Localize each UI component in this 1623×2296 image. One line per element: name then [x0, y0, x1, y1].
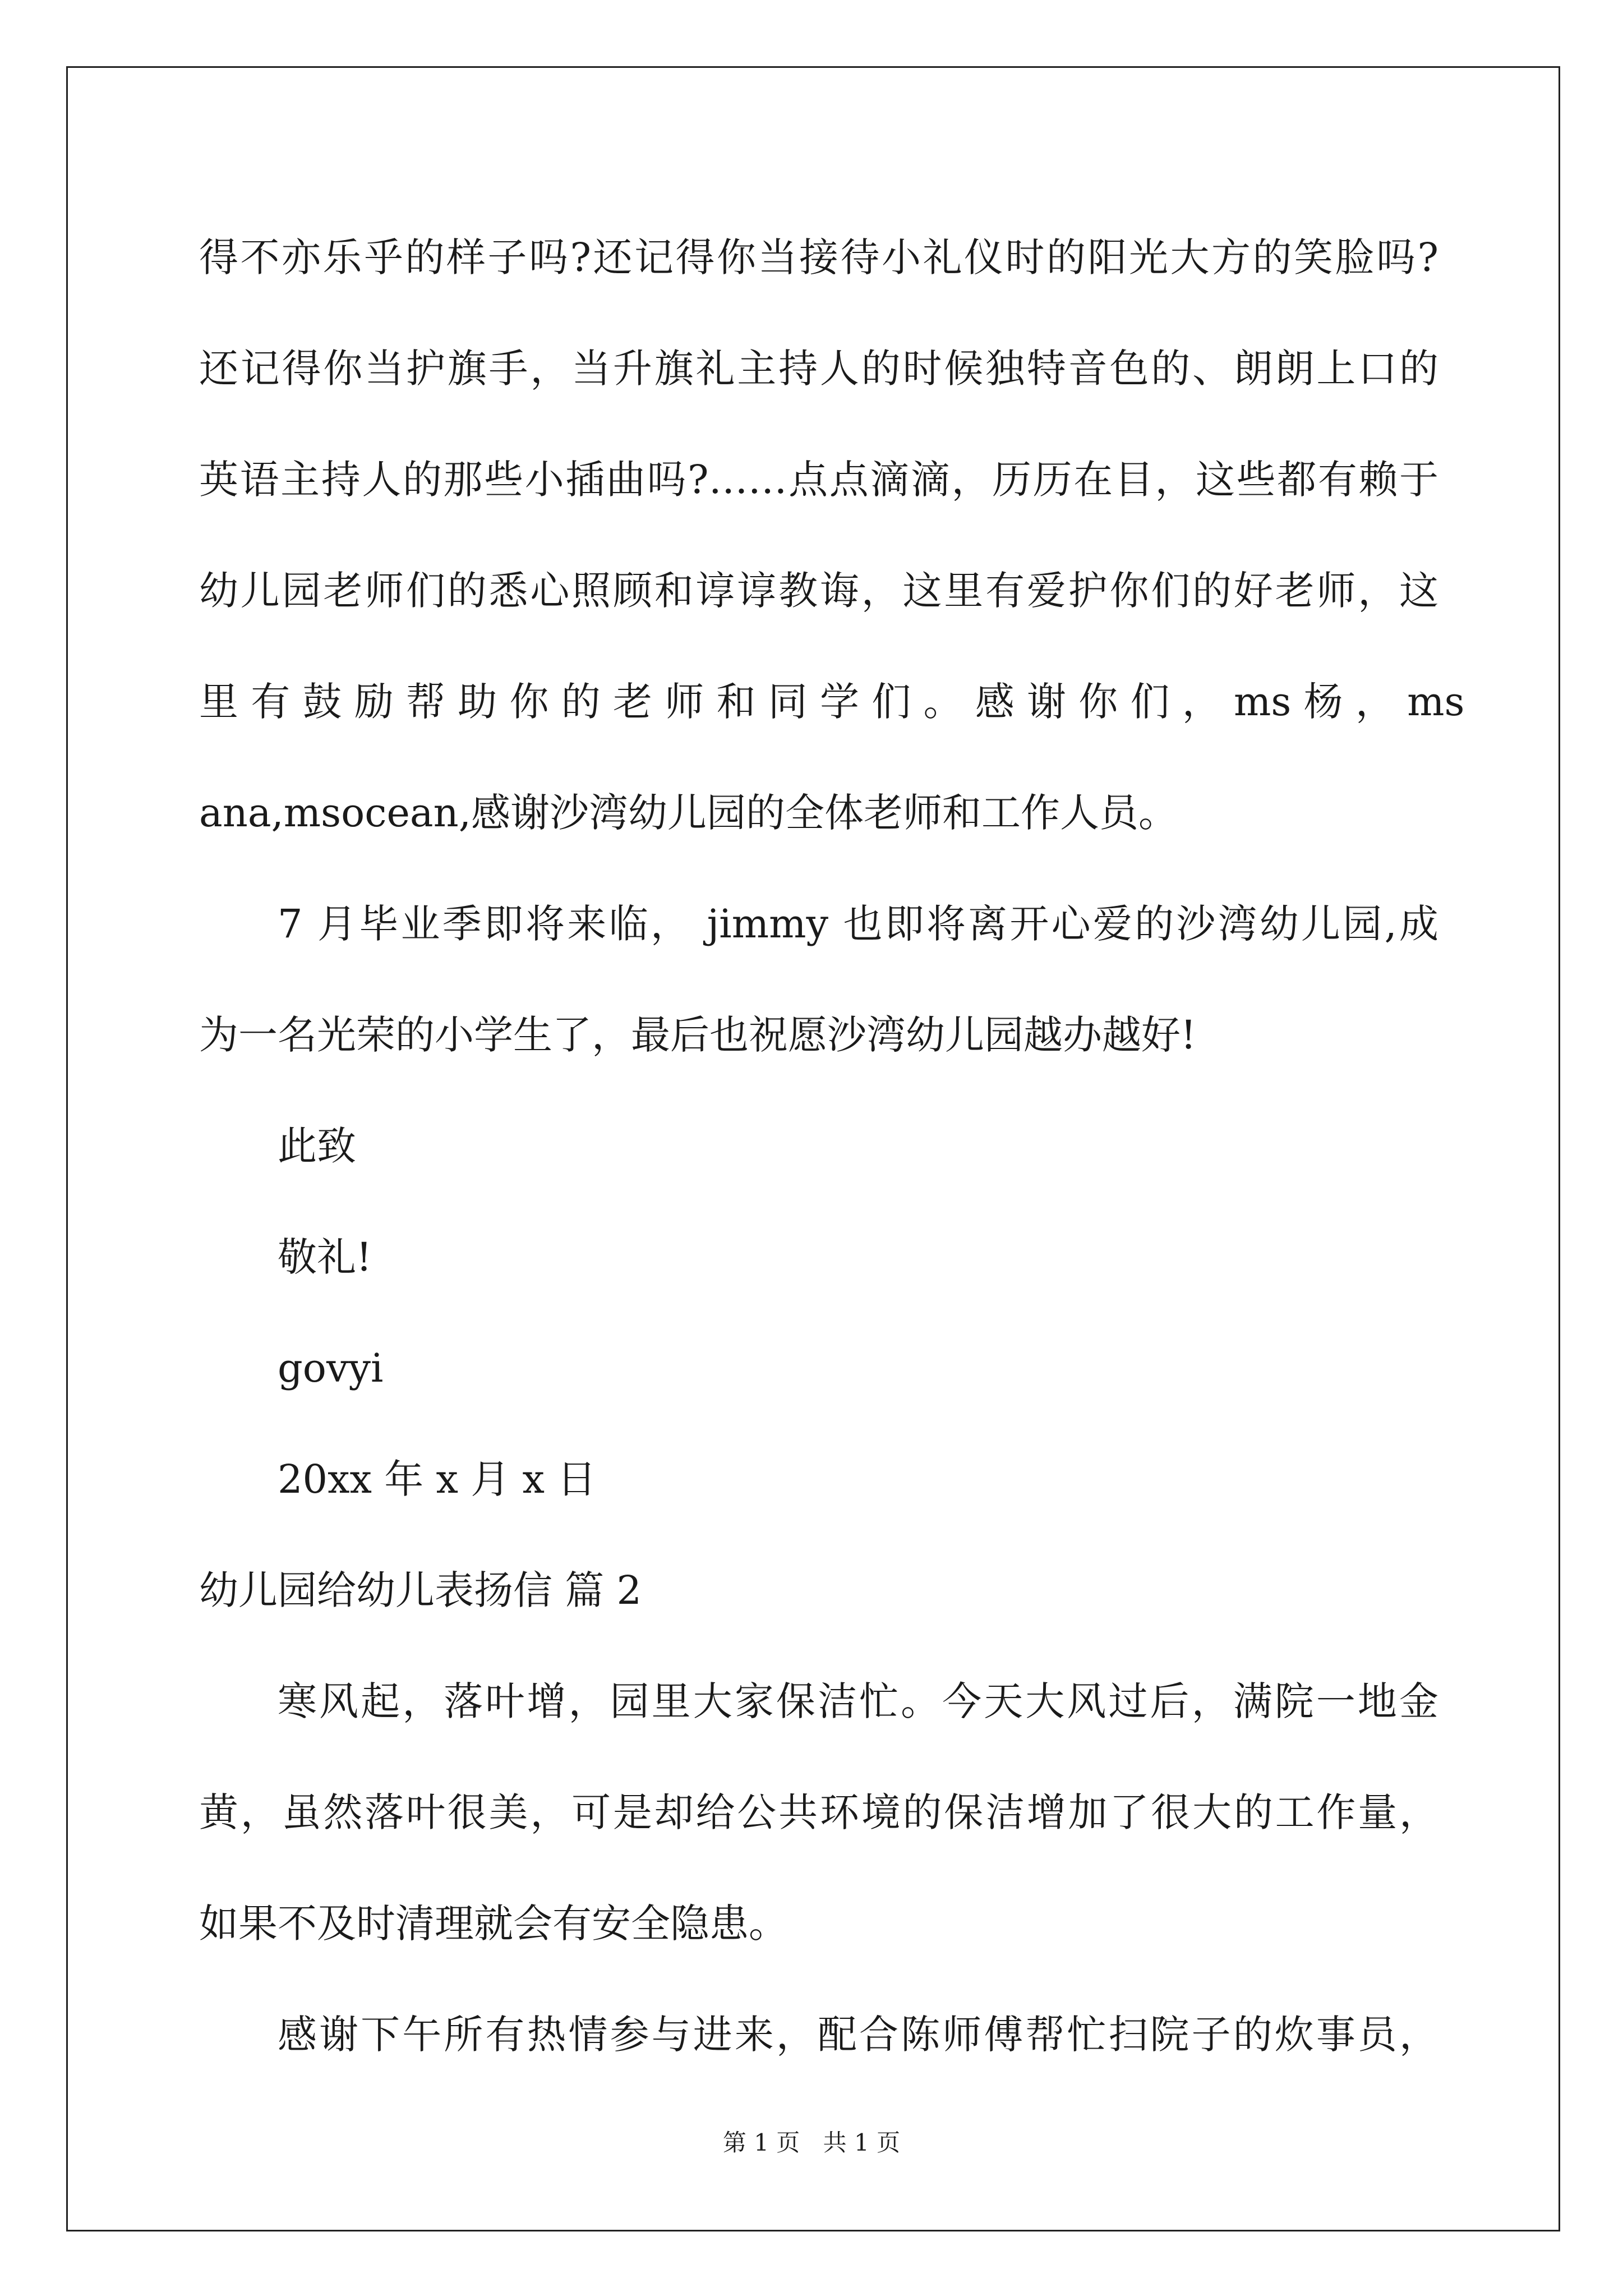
body-line: 为一名光荣的小学生了，最后也祝愿沙湾幼儿园越办越好! — [199, 1012, 1197, 1058]
page-number-current: 第 1 页 — [722, 2129, 800, 2156]
body-line: 7 月毕业季即将来临， jimmy 也即将离开心爱的沙湾幼儿园,成 — [278, 901, 1438, 947]
body-line: 还记得你当护旗手，当升旗礼主持人的时候独特音色的、朗朗上口的 — [199, 346, 1438, 392]
body-line: 感谢下午所有热情参与进来，配合陈师傅帮忙扫院子的炊事员， — [278, 2012, 1438, 2058]
section-heading: 幼儿园给幼儿表扬信 篇 2 — [199, 1567, 642, 1613]
body-line: ana,msocean,感谢沙湾幼儿园的全体老师和工作人员。 — [199, 790, 1178, 836]
body-line: 英语主持人的那些小插曲吗?……点点滴滴，历历在目，这些都有赖于 — [199, 457, 1438, 503]
page-number-total: 共 1 页 — [823, 2129, 901, 2156]
closing-regards: 敬礼! — [278, 1234, 372, 1280]
signature-name: govyi — [278, 1345, 384, 1391]
body-line: 如果不及时清理就会有安全隐患。 — [199, 1901, 788, 1947]
body-line: 里 有 鼓 励 帮 助 你 的 老 师 和 同 学 们 。 感 谢 你 们 ， ms 杨 ， ms — [199, 679, 1465, 725]
page-footer — [0, 2126, 1623, 2160]
body-line: 幼儿园老师们的悉心照顾和谆谆教诲，这里有爱护你们的好老师，这 — [199, 568, 1438, 614]
body-line: 得不亦乐乎的样子吗?还记得你当接待小礼仪时的阳光大方的笑脸吗? — [199, 234, 1438, 280]
body-line: 黄，虽然落叶很美，可是却给公共环境的保洁增加了很大的工作量， — [199, 1789, 1438, 1835]
document-body — [199, 202, 1465, 2090]
signature-date: 20xx 年 x 月 x 日 — [278, 1456, 597, 1502]
body-line: 寒风起，落叶增，园里大家保洁忙。今天大风过后，满院一地金 — [278, 1678, 1438, 1724]
closing-salutation: 此致 — [278, 1123, 356, 1169]
